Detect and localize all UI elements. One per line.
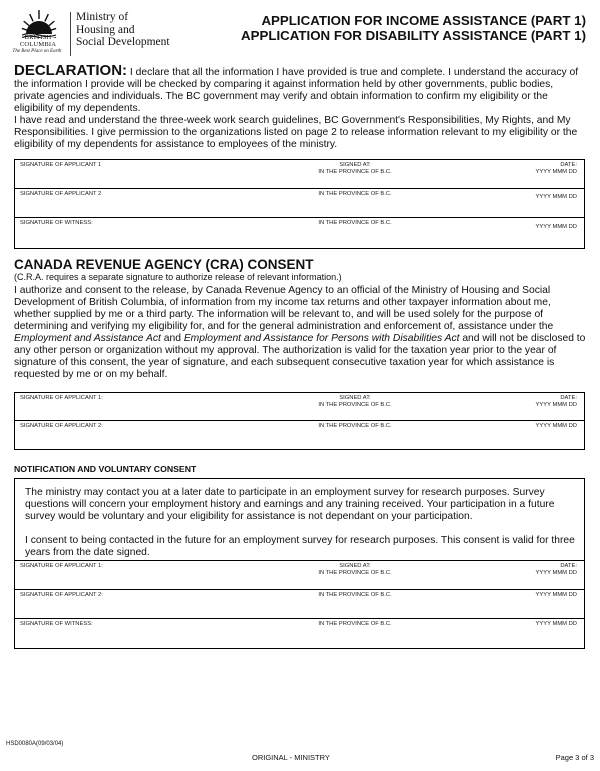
signature-label: SIGNATURE OF WITNESS: bbox=[20, 621, 93, 627]
signature-label: SIGNATURE OF APPLICANT 1: bbox=[20, 563, 103, 569]
signature-label: SIGNATURE OF APPLICANT 1: bbox=[20, 395, 103, 401]
notification-text bbox=[25, 487, 577, 559]
declaration-heading: DECLARATION: bbox=[14, 62, 128, 79]
notification-heading: NOTIFICATION AND VOLUNTARY CONSENT bbox=[14, 464, 197, 474]
form-title-line-2: APPLICATION FOR DISABILITY ASSISTANCE (PART 1) bbox=[241, 28, 586, 43]
logo-wordmark: BRITISH COLUMBIA bbox=[19, 34, 57, 48]
signature-row-applicant-1[interactable] bbox=[15, 561, 584, 589]
declaration-paragraph-2: I have read and understand the three-week work search guidelines, BC Government's Responsibilities, My Rights, and My Responsibilities. I give permission to the organizations listed on page 2 to release information relevant to my eligibility or the eligibility of my dependents for assistance to employees of the ministry. bbox=[14, 115, 578, 150]
cra-heading: CANADA REVENUE AGENCY (CRA) CONSENT bbox=[14, 257, 314, 272]
signature-row-applicant-2[interactable] bbox=[15, 188, 584, 217]
signature-row-applicant-2[interactable] bbox=[15, 420, 584, 449]
date-label: DATE: YYYY MMM DD bbox=[535, 162, 577, 175]
province-label: IN THE PROVINCE OF B.C. bbox=[318, 621, 392, 627]
province-label: IN THE PROVINCE OF B.C. bbox=[318, 220, 392, 226]
signature-row-witness[interactable] bbox=[15, 217, 584, 248]
signature-label: SIGNATURE OF APPLICANT 1 bbox=[20, 162, 102, 168]
ministry-line-3: Social Development bbox=[76, 36, 170, 48]
date-label: DATE: YYYY MMM DD bbox=[535, 563, 577, 576]
ministry-line-1: Ministry of bbox=[76, 11, 129, 23]
date-format-label: YYYY MMM DD bbox=[535, 592, 577, 598]
notification-paragraph-2: I consent to being contacted in the future for an employment survey for research purposes. This consent is valid for three years from the date signed. bbox=[25, 535, 575, 558]
date-format-label: YYYY MMM DD bbox=[535, 224, 577, 230]
act-name-1: Employment and Assistance Act bbox=[14, 333, 161, 344]
ministry-line-2: Housing and bbox=[76, 23, 135, 36]
province-label: IN THE PROVINCE OF B.C. bbox=[318, 191, 392, 197]
signature-label: SIGNATURE OF APPLICANT 2: bbox=[20, 592, 103, 598]
cra-signature-table bbox=[14, 392, 585, 450]
cra-paragraph: I authorize and consent to the release, by Canada Revenue Agency to an official of the Ministry of Housing and Social Development of British Columbia, of information from my income tax returns and other taxpayer information about me, whether supplied by me or a third party. The information will be relevant to, and will be used solely for the purpose of determining and verifying my eligibility for, and for the general administration and enforcement of, assistance under the Employment and Assistance Act and Employment and Assistance for Persons with Disabilities Act and will not be disclosed to any other person or organization without my approval. The authorization is valid for the taxation year prior to the year of signature of this consent, the year of signature, and each subsequent consecutive taxation year for which assistance is requested by me or on my behalf. bbox=[14, 285, 586, 380]
form-title bbox=[241, 13, 586, 43]
notification-signature-table bbox=[14, 561, 585, 649]
declaration-paragraph-1: I declare that all the information I have provided is true and complete. I understand the accuracy of the information I provide will be checked by comparing it against information held by other governments, public bodies, private agencies and individuals. The BC government may verify and obtain information to confirm my eligibility or the eligibility of my dependents. bbox=[14, 67, 579, 114]
signature-row-applicant-2[interactable] bbox=[15, 589, 584, 618]
notification-box bbox=[14, 478, 585, 561]
date-format-label: YYYY MMM DD bbox=[535, 423, 577, 429]
signed-at-label: SIGNED AT: IN THE PROVINCE OF B.C. bbox=[318, 395, 392, 408]
signature-label: SIGNATURE OF WITNESS: bbox=[20, 220, 93, 226]
copy-designation: ORIGINAL - MINISTRY bbox=[252, 753, 330, 762]
province-label: IN THE PROVINCE OF B.C. bbox=[318, 592, 392, 598]
logo-tagline: The Best Place on Earth bbox=[12, 49, 62, 54]
province-label: IN THE PROVINCE OF B.C. bbox=[318, 423, 392, 429]
signature-label: SIGNATURE OF APPLICANT 2 bbox=[20, 191, 102, 197]
declaration-signature-table bbox=[14, 159, 585, 249]
act-name-2: Employment and Assistance for Persons with Disabilities Act bbox=[183, 333, 460, 344]
date-format-label: YYYY MMM DD bbox=[535, 621, 577, 627]
cra-subheading: (C.R.A. requires a separate signature to authorize release of relevant information.) bbox=[14, 272, 342, 282]
header-divider bbox=[70, 12, 71, 56]
signature-row-applicant-1[interactable] bbox=[15, 393, 584, 420]
signed-at-label: SIGNED AT: IN THE PROVINCE OF B.C. bbox=[318, 563, 392, 576]
signature-row-witness[interactable] bbox=[15, 618, 584, 648]
page-number: Page 3 of 3 bbox=[555, 753, 594, 762]
form-code: HSD0080A(09/03/04) bbox=[6, 741, 64, 747]
date-format-label: YYYY MMM DD bbox=[535, 194, 577, 200]
ministry-name bbox=[76, 11, 186, 49]
notification-paragraph-1: The ministry may contact you at a later date to participate in an employment survey for research purposes. Survey questions will concern your employment history and earnings and any training received. Your participation in a future survey would be voluntary and your eligibility for assistance is not dependant on your participation. bbox=[25, 487, 555, 522]
form-title-line-1: APPLICATION FOR INCOME ASSISTANCE (PART 1) bbox=[261, 13, 586, 28]
declaration-text bbox=[14, 62, 586, 151]
signature-label: SIGNATURE OF APPLICANT 2: bbox=[20, 423, 103, 429]
signed-at-label: SIGNED AT: IN THE PROVINCE OF B.C. bbox=[318, 162, 392, 175]
signature-row-applicant-1[interactable] bbox=[15, 160, 584, 188]
date-label: DATE: YYYY MMM DD bbox=[535, 395, 577, 408]
